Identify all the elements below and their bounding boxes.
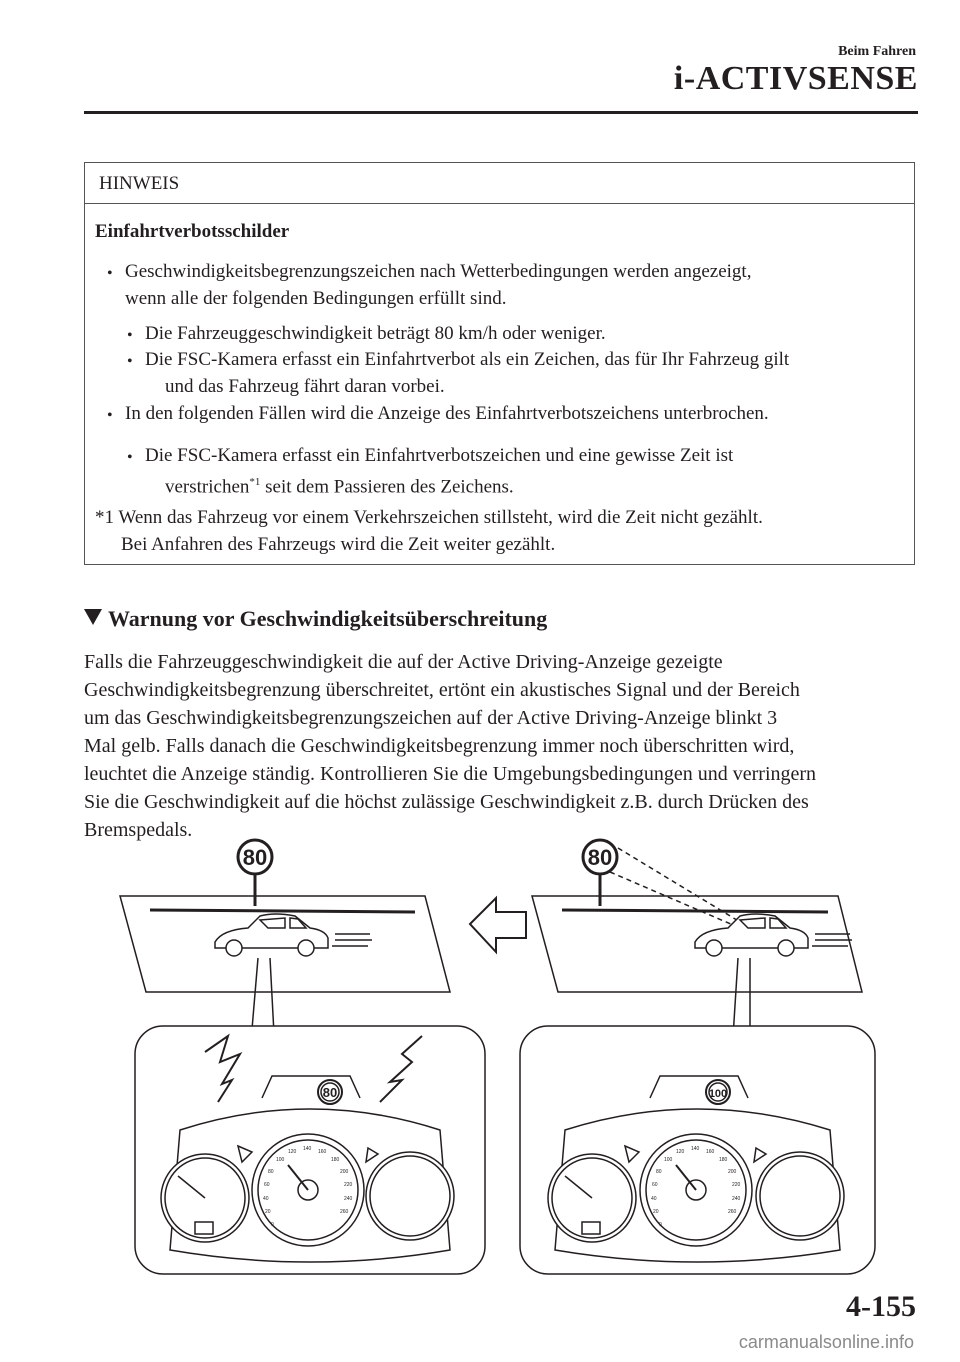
- footnote-line-1: *1 Wenn das Fahrzeug vor einem Verkehrszeichen stillsteht, wird die Zeit nicht gezählt.: [95, 507, 763, 528]
- tick-label: 220: [344, 1182, 353, 1188]
- triangle-down-icon: [84, 609, 102, 625]
- paragraph-line: Geschwindigkeitsbegrenzung überschreitet, ertönt ein akustisches Signal und der Bereich: [84, 679, 800, 701]
- tick-label: 220: [732, 1182, 741, 1188]
- sign-right-number: 80: [587, 845, 613, 870]
- display-right-number: 100: [708, 1088, 728, 1100]
- tick-label: 180: [719, 1157, 728, 1163]
- paragraph-line: Falls die Fahrzeuggeschwindigkeit die auf der Active Driving-Anzeige gezeigte: [84, 651, 723, 673]
- watermark: carmanualsonline.info: [738, 1332, 914, 1352]
- sub-bullet-2-line-2: und das Fahrzeug fährt daran vorbei.: [165, 376, 445, 397]
- tick-label: 260: [728, 1209, 737, 1215]
- tick-label: 180: [331, 1157, 340, 1163]
- bullet-1-line-1: Geschwindigkeitsbegrenzungszeichen nach Wetterbedingungen werden angezeigt,: [125, 261, 752, 282]
- tick-label: 140: [303, 1146, 312, 1152]
- sub-bullet-3-text-b: seit dem Passieren des Zeichens.: [260, 476, 514, 498]
- tick-label: 260: [340, 1209, 349, 1215]
- page-number: 4-155: [846, 1290, 916, 1323]
- tick-label: 0: [271, 1222, 274, 1228]
- paragraph-line: um das Geschwindigkeitsbegrenzungszeichen auf der Active Driving-Anzeige blinkt 3: [84, 707, 778, 729]
- arrow-left-icon: [470, 898, 526, 952]
- display-left-number: 80: [322, 1085, 338, 1100]
- sub-bullet-3-text-a: verstrichen: [165, 476, 250, 498]
- bullet-dot: •: [107, 265, 113, 282]
- footnote-mark: *1: [249, 476, 261, 488]
- tick-label: 60: [264, 1182, 270, 1188]
- bullet-dot: •: [127, 449, 133, 466]
- section-paragraph: [84, 648, 924, 844]
- note-subheading: Einfahrtverbotsschilder: [95, 221, 290, 242]
- speed-warning-illustration: [110, 830, 920, 1280]
- tick-label: 0: [659, 1222, 662, 1228]
- tick-label: 160: [318, 1149, 327, 1155]
- tick-label: 200: [728, 1169, 737, 1175]
- paragraph-line: Mal gelb. Falls danach die Geschwindigkeitsbegrenzung immer noch überschritten wird,: [84, 735, 795, 757]
- tick-label: 200: [340, 1169, 349, 1175]
- tick-label: 80: [656, 1169, 662, 1175]
- bullet-dot: •: [127, 327, 133, 344]
- tick-label: 120: [288, 1149, 297, 1155]
- sub-bullet-3-line-2: [165, 469, 514, 500]
- tick-label: 240: [344, 1196, 353, 1202]
- section-title: [84, 606, 547, 632]
- paragraph-line: Bremspedals.: [84, 819, 193, 841]
- tick-label: 100: [664, 1157, 673, 1163]
- sub-bullet-1: Die Fahrzeuggeschwindigkeit beträgt 80 km/h oder weniger.: [145, 323, 606, 344]
- header-section: Beim Fahren: [838, 44, 916, 59]
- tick-label: 80: [268, 1169, 274, 1175]
- bullet-dot: •: [107, 407, 113, 424]
- tick-label: 160: [706, 1149, 715, 1155]
- sign-left-number: 80: [242, 845, 268, 870]
- bullet-2: In den folgenden Fällen wird die Anzeige des Einfahrtverbotszeichens unterbrochen.: [125, 403, 769, 424]
- bullet-1-line-2: wenn alle der folgenden Bedingungen erfüllt sind.: [125, 288, 507, 309]
- header-title: i-ACTIVSENSE: [673, 60, 918, 97]
- tick-label: 40: [263, 1196, 269, 1202]
- tick-label: 120: [676, 1149, 685, 1155]
- sub-bullet-2-line-1: Die FSC-Kamera erfasst ein Einfahrtverbot als ein Zeichen, das für Ihr Fahrzeug gilt: [145, 349, 790, 370]
- note-heading: HINWEIS: [85, 163, 914, 204]
- header-rule: [84, 111, 918, 114]
- left-road-scene: [120, 840, 450, 1053]
- tick-label: 100: [276, 1157, 285, 1163]
- tick-label: 60: [652, 1182, 658, 1188]
- footnote-line-2: Bei Anfahren des Fahrzeugs wird die Zeit weiter gezählt.: [121, 534, 556, 555]
- tick-label: 240: [732, 1196, 741, 1202]
- paragraph-line: Sie die Geschwindigkeit auf die höchst zulässige Geschwindigkeit z.B. durch Drücken des: [84, 791, 809, 813]
- bullet-dot: •: [127, 353, 133, 370]
- sub-bullet-3-line-1: Die FSC-Kamera erfasst ein Einfahrtverbotszeichen und eine gewisse Zeit ist: [145, 445, 734, 466]
- tick-label: 20: [265, 1209, 271, 1215]
- tick-label: 140: [691, 1146, 700, 1152]
- note-box: [84, 162, 915, 565]
- tick-label: 40: [651, 1196, 657, 1202]
- tick-label: 20: [653, 1209, 659, 1215]
- paragraph-line: leuchtet die Anzeige ständig. Kontrollieren Sie die Umgebungsbedingungen und verringern: [84, 763, 817, 785]
- right-road-scene: [532, 840, 862, 1053]
- section-title-text: Warnung vor Geschwindigkeitsüberschreitung: [108, 606, 548, 631]
